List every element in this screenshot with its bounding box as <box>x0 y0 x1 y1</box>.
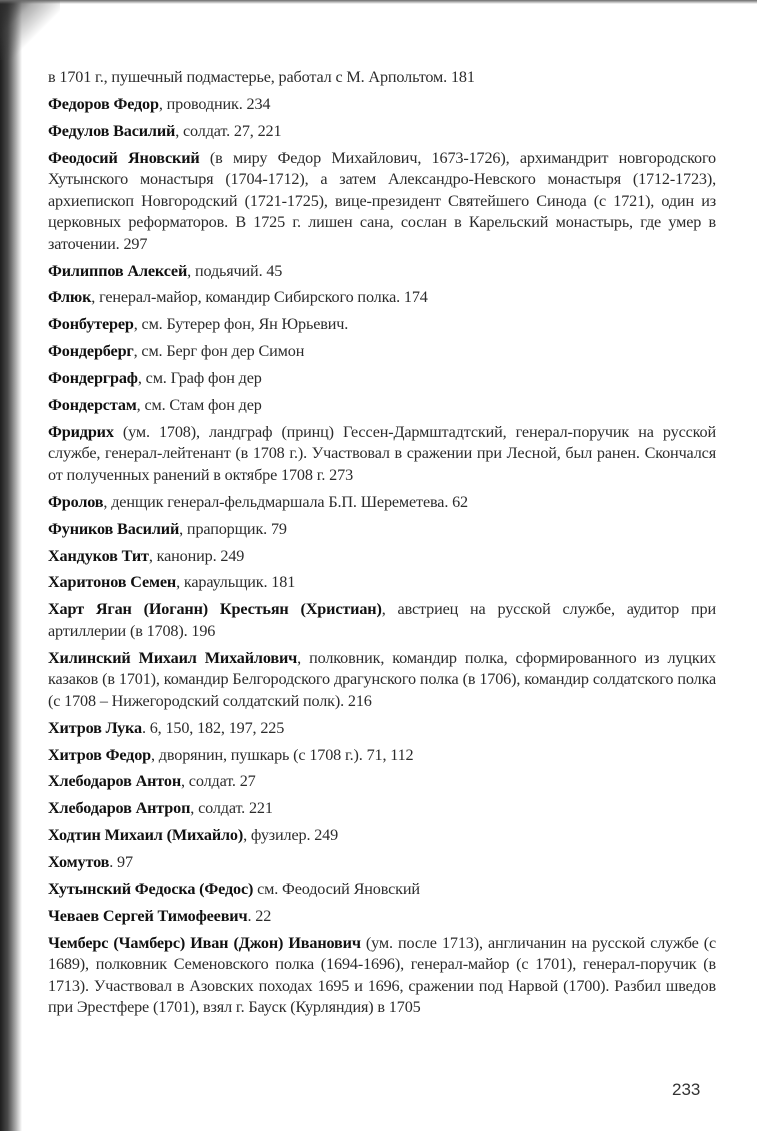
entry-text: , солдат. 27, 221 <box>175 121 282 140</box>
entry-heading: Хомутов <box>48 853 110 872</box>
entry-heading: Феодосий Яновский <box>48 148 200 167</box>
index-entry <box>48 852 716 874</box>
entry-heading: Хандуков Тит <box>48 546 149 565</box>
entry-text: , караульщик. 181 <box>176 573 296 592</box>
index-entry <box>48 314 716 336</box>
entry-heading: Федоров Федор <box>48 94 159 113</box>
index-entries <box>48 67 716 1024</box>
index-entry <box>48 395 716 417</box>
index-entry <box>48 492 716 514</box>
index-entry <box>48 546 716 568</box>
index-entry <box>48 879 716 901</box>
index-entry <box>48 67 716 89</box>
entry-text: , дворянин, пушкарь (с 1708 г.). 71, 112 <box>151 745 414 764</box>
entry-text: , солдат. 221 <box>190 799 273 818</box>
entry-heading: Федулов Василий <box>48 121 176 140</box>
entry-text: , см. Берг фон дер Симон <box>133 342 305 361</box>
entry-text: (ум. после 1713), англичанин на русской службе (с 1689), полковник Семеновского полка (1694-1696), генерал-майор (с 1701), генерал-поручик (в 1713). Участвовал в Азовских походах 1695 и 1696, сражении под Нарвой (1700). Разбил шведов при Эрестфере (1701), взял г. Бауск (Курляндия) в 1705 <box>48 933 716 1017</box>
entry-text: . 22 <box>247 906 272 925</box>
index-entry <box>48 718 716 740</box>
entry-heading: Чемберс (Чамберс) Иван (Джон) Иванович <box>48 933 361 952</box>
entry-text: см. Феодосий Яновский <box>253 879 420 898</box>
entry-text: , см. Бутерер фон, Ян Юрьевич. <box>133 315 349 334</box>
entry-heading: Хлебодаров Антроп <box>48 799 191 818</box>
index-entry <box>48 572 716 594</box>
entry-text: (ум. 1708), ландграф (принц) Гессен-Дармштадтский, генерал-поручик на русской службе, генерал-лейтенант (в 1708 г.). Участвовал в сражении при Лесной, был ранен. Скончался от полученных ранений в октябре 1708 г. 273 <box>48 422 716 484</box>
index-entry <box>48 148 716 256</box>
entry-text: в 1701 г., пушечный подмастерье, работал с М. Арпольтом. 181 <box>48 68 475 86</box>
entry-text: . 97 <box>109 853 133 872</box>
entry-text: , см. Стам фон дер <box>136 396 262 415</box>
entry-heading: Фридрих <box>48 422 114 441</box>
entry-text: , подьячий. 45 <box>187 261 283 280</box>
book-spine-shadow <box>0 0 22 1131</box>
entry-text: , генерал-майор, командир Сибирского полка. 174 <box>91 288 428 307</box>
entry-heading: Фондерстам <box>48 396 137 415</box>
entry-text: , см. Граф фон дер <box>137 369 262 388</box>
corner-shadow <box>0 0 60 60</box>
index-entry <box>48 771 716 793</box>
entry-text: , полковник, командир полка, сформированного из луцких казаков (в 1701), командир Белгородского драгунского полка (в 1706), командир солдатского полка (с 1708 – Нижегородский солдатский полк). 216 <box>48 648 716 710</box>
entry-heading: Фондерберг <box>48 342 134 361</box>
index-entry <box>48 121 716 143</box>
page-number: 233 <box>672 1080 701 1099</box>
index-entry <box>48 519 716 541</box>
entry-heading: Харитонов Семен <box>48 573 177 592</box>
entry-heading: Чеваев Сергей Тимофеевич <box>48 906 248 925</box>
index-entry <box>48 798 716 820</box>
entry-heading: Харт Яган (Иоганн) Крестьян (Христиан) <box>48 600 382 619</box>
index-entry <box>48 825 716 847</box>
index-entry <box>48 745 716 767</box>
entry-text: , проводник. 234 <box>158 94 271 113</box>
entry-heading: Хутынский Федоска (Федос) <box>48 879 254 898</box>
index-entry <box>48 599 716 642</box>
entry-text: , канонир. 249 <box>148 546 245 565</box>
entry-heading: Ходтин Михаил (Михайло) <box>48 826 244 845</box>
entry-text: . 6, 150, 182, 197, 225 <box>141 718 285 737</box>
index-entry <box>48 287 716 309</box>
entry-text: , прапорщик. 79 <box>179 519 287 538</box>
entry-heading: Хлебодаров Антон <box>48 772 182 791</box>
entry-heading: Флюк <box>48 288 92 307</box>
entry-heading: Фонбутерер <box>48 315 134 334</box>
entry-heading: Фролов <box>48 492 104 511</box>
entry-heading: Хилинский Михаил Михайлович <box>48 648 298 667</box>
entry-heading: Хитров Лука <box>48 718 142 737</box>
index-entry <box>48 368 716 390</box>
entry-text: , солдат. 27 <box>181 772 256 791</box>
entry-heading: Филиппов Алексей <box>48 261 188 280</box>
index-entry <box>48 261 716 283</box>
entry-heading: Хитров Федор <box>48 745 152 764</box>
index-entry <box>48 906 716 928</box>
entry-text: , фузилер. 249 <box>243 826 339 845</box>
entry-text: , австриец на русской службе, аудитор при артиллерии (в 1708). 196 <box>48 600 716 640</box>
index-entry <box>48 341 716 363</box>
index-entry <box>48 94 716 116</box>
entry-heading: Фуников Василий <box>48 519 180 538</box>
entry-heading: Фондерграф <box>48 369 138 388</box>
page-top-edge <box>0 0 757 4</box>
entry-text: (в миру Федор Михайлович, 1673-1726), архимандрит новгородского Хутынского монастыря (1704-1712), а затем Александро-Невского монастыря (1712-1723), архиепископ Новгородский (1721-1725), вице-президент Святейшего Синода (с 1721), один из церковных реформаторов. В 1725 г. лишен сана, сослан в Карельский монастырь, где умер в заточении. 297 <box>48 148 716 253</box>
index-entry <box>48 648 716 713</box>
entry-text: , денщик генерал-фельдмаршала Б.П. Шереметева. 62 <box>103 492 469 511</box>
index-entry <box>48 422 716 487</box>
index-entry <box>48 933 716 1019</box>
